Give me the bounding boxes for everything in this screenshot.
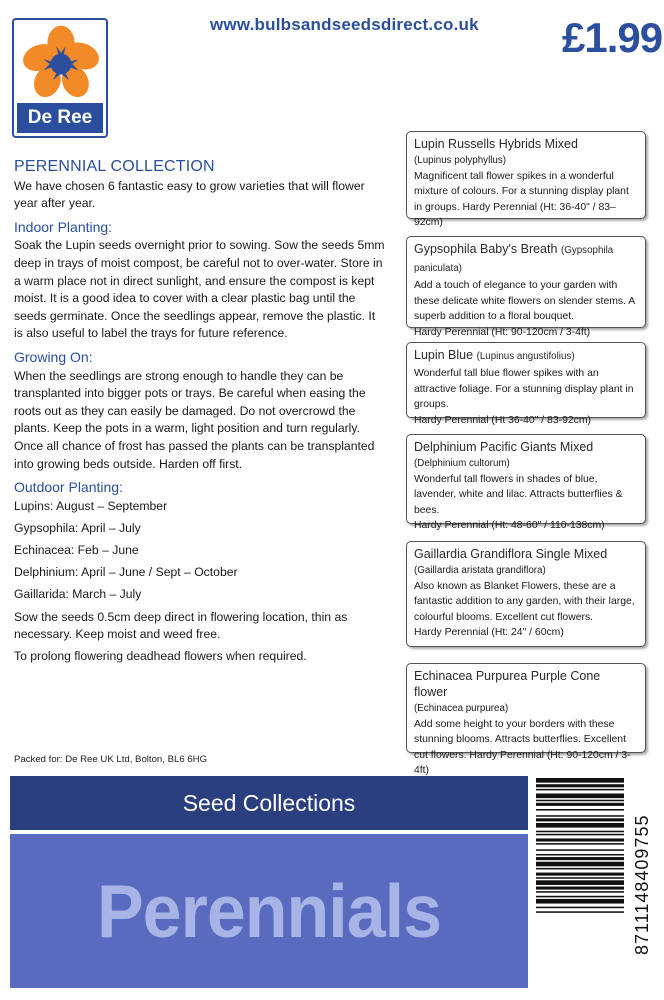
website-url[interactable]: www.bulbsandseedsdirect.co.uk [210, 15, 479, 34]
variety-latin: (Delphinium cultorum) [414, 458, 510, 469]
barcode-bar [536, 843, 624, 845]
variety-desc: Magnificent tall flower spikes in a wonderful mixture of colours. For a stunning display plant in groups. Hardy Perennial (Ht: 36-40" / 83–92cm) [414, 170, 629, 228]
schedule-item: Gypsophila: April – July [14, 520, 141, 535]
barcode-bar [536, 838, 624, 841]
barcode-bar [536, 862, 624, 867]
perennials-banner [10, 834, 528, 988]
variety-latin: (Gaillardia aristata grandiflora) [414, 565, 546, 576]
variety-desc: Add some height to your borders with these stunning blooms. Attracts butterflies. Excellent cut flowers. Hardy Perennial (Ht: 90-120cm / 3-4ft) [414, 718, 631, 776]
schedule-item: Delphinium: April – June / Sept – October [14, 565, 238, 580]
flower-icon [20, 24, 102, 104]
collection-heading: PERENNIAL COLLECTION [14, 158, 215, 175]
variety-name: Lupin Blue [414, 348, 474, 362]
barcode-bar [536, 831, 624, 833]
schedule-item: Echinacea: Feb – June [14, 543, 139, 558]
barcode-bar [536, 887, 624, 890]
price: £1.99 [562, 14, 663, 61]
outdoor-heading: Outdoor Planting: [14, 479, 123, 496]
variety-name: Echinacea Purpurea Purple Cone flower [414, 669, 601, 699]
variety-card-gypsophila [406, 236, 646, 338]
seed-collections-banner: Seed Collections [10, 776, 528, 830]
barcode-number: 8711148409755 [632, 814, 652, 956]
variety-name: Lupin Russells Hybrids Mixed [414, 137, 578, 151]
variety-hardy: Hardy Perennial (Ht: 90-120cm / 3-4ft) [414, 326, 591, 338]
packed-for: Packed for: De Ree UK Ltd, Bolton, BL6 6HG [14, 754, 208, 765]
barcode-bar [536, 877, 624, 879]
planting-schedule [14, 498, 386, 604]
sow-text: Sow the seeds 0.5cm deep direct in flowering location, thin as necessary. Keep moist and weed free. [14, 609, 348, 642]
variety-latin: (Gypsophila paniculata) [414, 245, 614, 274]
variety-card-gaillardia [406, 541, 646, 647]
barcode-bar [536, 891, 624, 893]
barcode-bar [536, 907, 624, 909]
barcode-bar [536, 800, 624, 802]
variety-card-lupin-russells [406, 131, 646, 228]
barcode-bar [536, 789, 624, 791]
instructions-column [14, 158, 386, 665]
barcode-bar [536, 778, 624, 783]
schedule-item: Gaillarida: March – July [14, 587, 142, 602]
variety-hardy: Hardy Perennial (Ht: 48-60" / 110-138cm) [414, 520, 605, 531]
variety-latin: (Lupinus angustifolius) [476, 351, 575, 362]
growing-heading: Growing On: [14, 348, 93, 365]
barcode-bar [536, 784, 624, 787]
variety-desc: Also known as Blanket Flowers, these are a fantastic addition to any garden, with their large, colourful blooms. Excellent cut flowers. [414, 580, 635, 623]
variety-desc: Wonderful tall blue flower spikes with an attractive foliage. For a stunning display plant in groups. [414, 368, 634, 410]
barcode-bar [536, 823, 624, 828]
variety-name: Gaillardia Grandiflora Single Mixed [414, 547, 608, 561]
barcode-bar [536, 834, 624, 836]
variety-card-echinacea [406, 663, 646, 776]
variety-latin: (Lupinus polyphyllus) [414, 155, 507, 166]
variety-name: Delphinium Pacific Giants Mixed [414, 440, 594, 454]
barcode-bar [536, 896, 624, 898]
barcode-bar [536, 857, 624, 860]
variety-hardy: Hardy Perennial (Ht: 24" / 60cm) [414, 627, 564, 638]
variety-name: Gypsophila Baby's Breath [414, 242, 558, 256]
brand-name: De Ree [17, 103, 103, 133]
barcode-bar [536, 809, 624, 811]
perennials-title: Perennials [96, 868, 442, 954]
schedule-item: Lupins: August – September [14, 498, 168, 513]
barcode-bar [536, 873, 624, 876]
barcode-bar [536, 849, 624, 851]
barcode-bar [536, 911, 624, 913]
indoor-text: Soak the Lupin seeds overnight prior to sowing. Sow the seeds 5mm deep in trays of moist compost, be careful not to over-water. Store in a warm place not in direct sunlight, and ensure the compost is kept moist. It is a good idea to cover with a clear plastic bag until the seeds germinate. Once the seedlings appear, remove the plastic. It is also useful to label the trays for future reference. [14, 238, 385, 341]
intro-text: We have chosen 6 fantastic easy to grow varieties that will flower year after year. [14, 178, 365, 211]
barcode-bar [536, 868, 624, 870]
deadhead-text: To prolong flowering deadhead flowers when required. [14, 648, 307, 663]
variety-desc: Wonderful tall flowers in shades of blue, lavender, white and lilac. Attracts butterflies & bees. [414, 473, 623, 516]
variety-card-lupin-blue [406, 342, 646, 426]
growing-text: When the seedlings are strong enough to handle they can be transplanted into bigger pots or trays. Be careful when easing the roots out as they can easily be damaged. Do not overcrowd the plants. Keep the pots in a warm, light position and turn regularly. Once all chance of frost has passed the plants can be transplanted into growing beds outside. Harden off first. [14, 368, 375, 471]
brand-logo [12, 18, 108, 138]
barcode-bar [536, 815, 624, 817]
barcode-bar [536, 880, 624, 885]
barcode-bar [536, 899, 624, 904]
variety-card-delphinium [406, 434, 646, 531]
variety-desc: Add a touch of elegance to your garden with these delicate white flowers on slender stems. A superb addition to a floral bouquet. [414, 280, 635, 322]
barcode-bar [536, 854, 624, 856]
variety-latin: (Echinacea purpurea) [414, 703, 509, 714]
barcode-bar [536, 803, 624, 806]
barcode-bar [536, 794, 624, 799]
variety-hardy: Hardy Perennial (Ht 36-40" / 83-92cm) [414, 414, 591, 426]
barcode-bar [536, 818, 624, 821]
indoor-heading: Indoor Planting: [14, 218, 113, 235]
